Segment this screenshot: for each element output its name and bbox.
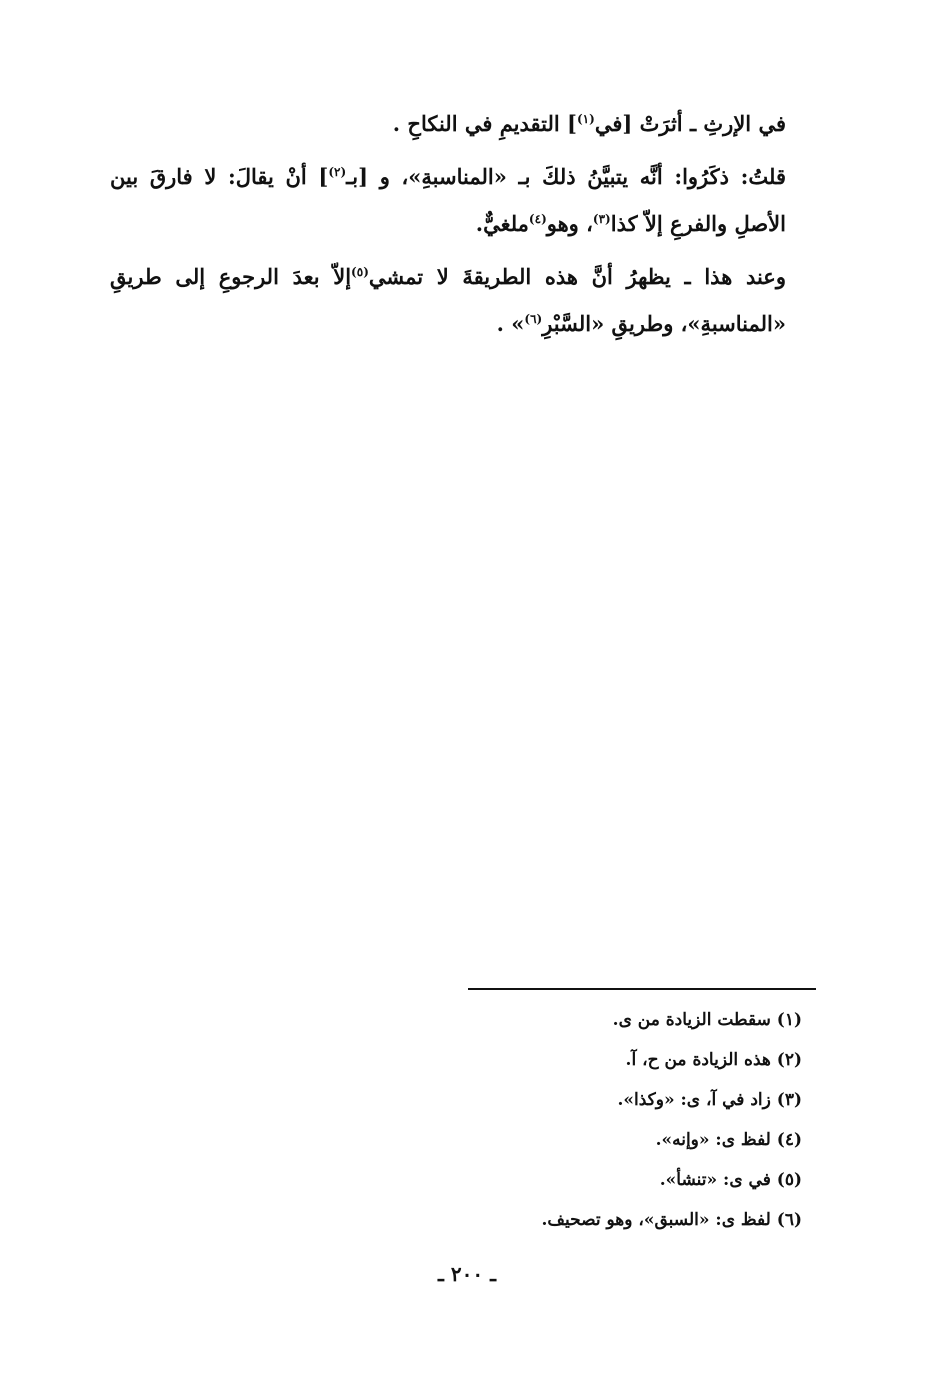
footnote-number: (١) <box>776 1010 802 1030</box>
footnote-2 <box>470 1040 802 1080</box>
footnote-4 <box>470 1120 802 1160</box>
paragraph-3-text-b: إلاّ بعدَ الرجوعِ إلى طريقِ «المناسبةِ»، وطريقِ «السَّبْرِ <box>110 264 786 336</box>
paragraph-3 <box>110 253 786 347</box>
footnote-3 <box>470 1080 802 1120</box>
main-text <box>110 100 786 353</box>
footnote-ref-6: (٦) <box>524 312 543 326</box>
footnote-5 <box>470 1160 802 1200</box>
paragraph-1-text-b: ] التقديمِ في النكاحِ . <box>392 111 577 136</box>
footnote-ref-1: (١) <box>576 112 595 126</box>
footnote-text: لفظ ى: «وإنه». <box>655 1130 771 1150</box>
footnote-number: (٢) <box>776 1050 802 1070</box>
footnote-ref-5: (٥) <box>351 265 369 279</box>
footnote-1 <box>470 1000 802 1040</box>
footnote-ref-2: (٢) <box>328 165 347 179</box>
footnote-6 <box>470 1200 802 1240</box>
paragraph-2-text-c: ، وهو <box>546 211 593 236</box>
footnote-ref-3: (٣) <box>592 212 611 226</box>
paragraph-2-text-d: ملغيٌّ. <box>475 211 529 236</box>
footnotes <box>470 1000 802 1240</box>
paragraph-2-text-b: ] أنْ يقالَ: لا فارقَ بين الأصلِ والفرعِ إلاّ كذا <box>110 164 786 236</box>
footnote-text: سقطت الزيادة من ى. <box>612 1010 771 1030</box>
footnote-text: هذه الزيادة من ح، آ. <box>625 1050 771 1070</box>
footnote-number: (٦) <box>776 1210 802 1230</box>
paragraph-2 <box>110 153 786 247</box>
page-number: ـ ٢٠٠ ـ <box>438 1262 496 1286</box>
paragraph-1 <box>110 100 786 147</box>
paragraph-2-text-a: قلتُ: ذكَرُوا: أنَّه يتبيَّنُ ذلكَ بـ «المناسبةِ»، و [بـ <box>346 164 786 189</box>
footnote-text: في ى: «تنشأ». <box>659 1170 771 1190</box>
footnote-number: (٥) <box>776 1170 802 1190</box>
footnote-number: (٣) <box>776 1090 802 1110</box>
footnote-separator <box>468 988 816 990</box>
paragraph-3-text-c: » . <box>496 311 525 336</box>
paragraph-3-text-a: وعند هذا ـ يظهرُ أنَّ هذه الطريقةَ لا تمشي <box>368 264 786 289</box>
footnote-number: (٤) <box>776 1130 802 1150</box>
footnote-text: زاد في آ، ى: «وكذا». <box>617 1090 771 1110</box>
footnote-text: لفظ ى: «السبق»، وهو تصحيف. <box>541 1210 771 1230</box>
footnote-ref-4: (٤) <box>528 212 547 226</box>
paragraph-1-text-a: في الإرثِ ـ أثرَتْ [في <box>594 111 786 136</box>
